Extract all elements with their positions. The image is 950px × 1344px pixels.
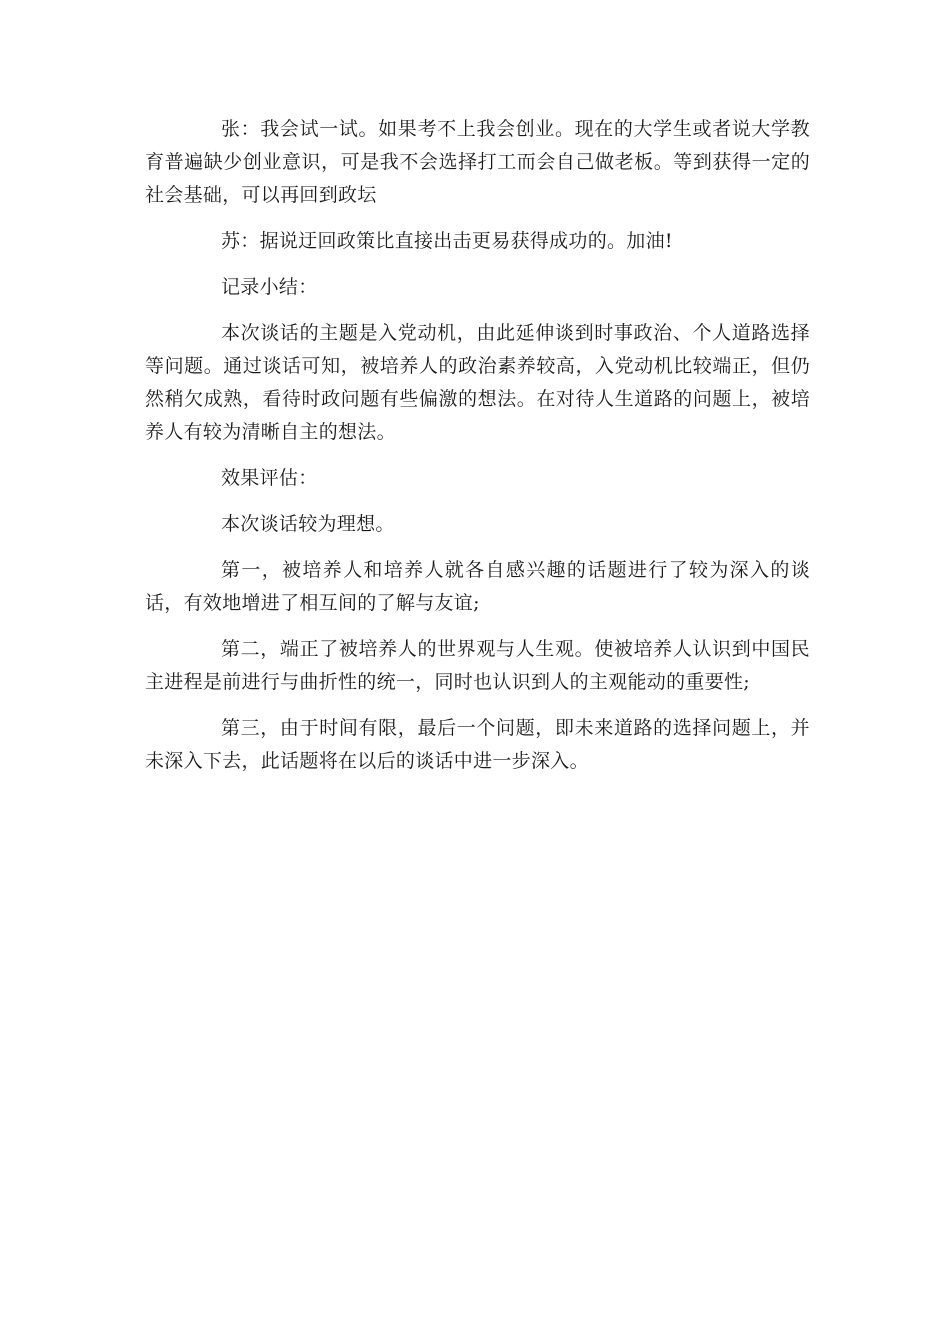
paragraph-point-three: 第三，由于时间有限，最后一个问题，即未来道路的选择问题上，并未深入下去，此话题将在以后的谈话中进一步深入。 xyxy=(145,717,810,772)
paragraph-point-two: 第二，端正了被培养人的世界观与人生观。使被培养人认识到中国民主进程是前进行与曲折性的统一，同时也认识到人的主观能动的重要性; xyxy=(145,638,810,693)
paragraph-summary-text: 本次谈话的主题是入党动机，由此延伸谈到时事政治、个人道路选择等问题。通过谈话可知，被培养人的政治素养较高，入党动机比较端正，但仍然稍欠成熟，看待时政问题有些偏激的想法。在对待人生道路的问题上，被培养人有较为清晰自主的想法。 xyxy=(145,322,810,443)
paragraph-zhang-reply: 张：我会试一试。如果考不上我会创业。现在的大学生或者说大学教育普遍缺少创业意识，可是我不会选择打工而会自己做老板。等到获得一定的社会基础，可以再回到政坛 xyxy=(145,118,810,206)
document-body xyxy=(145,113,810,791)
heading-effect-evaluation: 效果评估： xyxy=(221,467,318,489)
paragraph-evaluation-intro: 本次谈话较为理想。 xyxy=(221,513,395,535)
heading-record-summary: 记录小结： xyxy=(221,276,318,298)
paragraph-point-one: 第一，被培养人和培养人就各自感兴趣的话题进行了较为深入的谈话，有效地增进了相互间的了解与友谊; xyxy=(145,559,810,614)
paragraph-su-reply: 苏：据说迂回政策比直接出击更易获得成功的。加油! xyxy=(221,230,673,252)
